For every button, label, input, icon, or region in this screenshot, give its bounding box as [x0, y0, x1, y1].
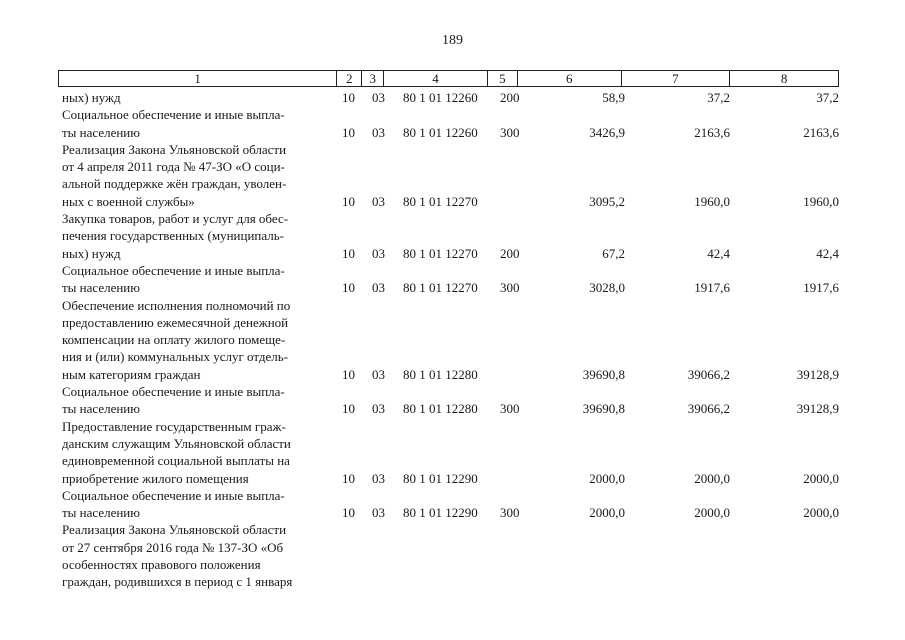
table-row — [0, 89, 905, 106]
target-article-code: 80 1 01 12260 — [403, 124, 478, 140]
column-header-1: 1 — [59, 71, 337, 86]
column-header-3: 3 — [362, 71, 384, 86]
description-line: ты населению — [62, 505, 140, 521]
amount-col-8: 39128,9 — [796, 401, 839, 417]
table-row — [0, 141, 905, 210]
amount-col-7: 42,4 — [707, 245, 730, 261]
column-header-6: 6 — [518, 71, 622, 86]
description-line: Реализация Закона Ульяновской области — [62, 141, 287, 157]
column-header-4: 4 — [384, 71, 488, 86]
row-values — [0, 366, 905, 383]
amount-col-7: 2163,6 — [694, 124, 730, 140]
table-row — [0, 262, 905, 297]
podrazdel-code: 03 — [372, 124, 385, 140]
row-values — [0, 193, 905, 210]
row-values — [0, 279, 905, 296]
description-line: данским служащим Ульяновской области — [62, 435, 291, 451]
description-line: от 4 апреля 2011 года № 47-ЗО «О соци- — [62, 159, 285, 175]
row-values — [0, 400, 905, 417]
description-line: ты населению — [62, 280, 140, 296]
description-line: ния и (или) коммунальных услуг отдель- — [62, 349, 289, 365]
description-line: ных) нужд — [62, 90, 121, 105]
description-line: приобретение жилого помещения — [62, 470, 249, 486]
razdel-code: 10 — [342, 245, 355, 261]
podrazdel-code: 03 — [372, 193, 385, 209]
table-row — [0, 106, 905, 141]
table-row — [0, 297, 905, 383]
expense-type-code: 300 — [500, 280, 520, 296]
row-values — [0, 504, 905, 521]
razdel-code: 10 — [342, 401, 355, 417]
description-line: печения государственных (муниципаль- — [62, 228, 285, 244]
razdel-code: 10 — [342, 470, 355, 486]
page-number: 189 — [442, 33, 463, 48]
expense-type-code: 200 — [500, 245, 520, 261]
target-article-code: 80 1 01 12270 — [403, 193, 478, 209]
row-values — [0, 470, 905, 487]
amount-col-8: 39128,9 — [796, 366, 839, 382]
amount-col-7: 1917,6 — [694, 280, 730, 296]
description-line: компенсации на оплату жилого помеще- — [62, 332, 286, 348]
expense-type-code: 300 — [500, 401, 520, 417]
table-row — [0, 521, 905, 590]
podrazdel-code: 03 — [372, 505, 385, 521]
target-article-code: 80 1 01 12280 — [403, 401, 478, 417]
expense-type-code: 200 — [500, 90, 520, 105]
amount-col-6: 3028,0 — [589, 280, 625, 296]
target-article-code: 80 1 01 12270 — [403, 280, 478, 296]
amount-col-7: 39066,2 — [687, 401, 730, 417]
table-row — [0, 383, 905, 418]
razdel-code: 10 — [342, 90, 355, 105]
table-row — [0, 487, 905, 522]
amount-col-8: 2000,0 — [803, 470, 839, 486]
expense-type-code: 300 — [500, 124, 520, 140]
razdel-code: 10 — [342, 124, 355, 140]
podrazdel-code: 03 — [372, 280, 385, 296]
podrazdel-code: 03 — [372, 401, 385, 417]
podrazdel-code: 03 — [372, 90, 385, 105]
target-article-code: 80 1 01 12270 — [403, 245, 478, 261]
description-line: ных с военной службы» — [62, 193, 195, 209]
description-line: Предоставление государственным граж- — [62, 418, 286, 434]
target-article-code: 80 1 01 12290 — [403, 470, 478, 486]
table-row — [0, 418, 905, 487]
amount-col-7: 2000,0 — [694, 470, 730, 486]
amount-col-7: 2000,0 — [694, 505, 730, 521]
description-line: ных) нужд — [62, 245, 121, 261]
description-line: Социальное обеспечение и иные выпла- — [62, 487, 285, 503]
amount-col-6: 3095,2 — [589, 193, 625, 209]
expense-type-code: 300 — [500, 505, 520, 521]
row-values — [0, 573, 905, 590]
description-line: единовременной социальной выплаты на — [62, 453, 290, 469]
target-article-code: 80 1 01 12260 — [403, 90, 478, 105]
target-article-code: 80 1 01 12290 — [403, 505, 478, 521]
amount-col-8: 37,2 — [816, 90, 839, 105]
amount-col-6: 67,2 — [602, 245, 625, 261]
description-line: ным категориям граждан — [62, 366, 201, 382]
podrazdel-code: 03 — [372, 366, 385, 382]
amount-col-8: 42,4 — [816, 245, 839, 261]
amount-col-6: 58,9 — [602, 90, 625, 105]
description-line: альной поддержке жён граждан, уволен- — [62, 176, 287, 192]
target-article-code: 80 1 01 12280 — [403, 366, 478, 382]
description-line: предоставлению ежемесячной денежной — [62, 314, 289, 330]
amount-col-8: 1917,6 — [803, 280, 839, 296]
table-body — [0, 89, 905, 591]
amount-col-8: 1960,0 — [803, 193, 839, 209]
description-line: ты населению — [62, 401, 140, 417]
row-values — [0, 245, 905, 262]
amount-col-6: 39690,8 — [582, 401, 625, 417]
column-header-2: 2 — [337, 71, 362, 86]
description-line: граждан, родившихся в период с 1 января — [62, 574, 293, 590]
amount-col-6: 2000,0 — [589, 505, 625, 521]
row-values — [0, 124, 905, 141]
description-line: Социальное обеспечение и иные выпла- — [62, 384, 285, 400]
description-line: Обеспечение исполнения полномочий по — [62, 297, 291, 313]
amount-col-7: 1960,0 — [694, 193, 730, 209]
amount-col-8: 2000,0 — [803, 505, 839, 521]
amount-col-8: 2163,6 — [803, 124, 839, 140]
column-header-7: 7 — [622, 71, 731, 86]
table-row — [0, 210, 905, 262]
description-line: Социальное обеспечение и иные выпла- — [62, 262, 285, 278]
amount-col-6: 3426,9 — [589, 124, 625, 140]
podrazdel-code: 03 — [372, 470, 385, 486]
table-header — [58, 70, 839, 87]
amount-col-6: 2000,0 — [589, 470, 625, 486]
razdel-code: 10 — [342, 505, 355, 521]
column-header-8: 8 — [780, 71, 788, 86]
description-line: ты населению — [62, 124, 140, 140]
podrazdel-code: 03 — [372, 245, 385, 261]
razdel-code: 10 — [342, 193, 355, 209]
description-line: Закупка товаров, работ и услуг для обес- — [62, 211, 289, 227]
description-line: Социальное обеспечение и иные выпла- — [62, 107, 285, 123]
description-line: особенностях правового положения — [62, 557, 261, 573]
amount-col-6: 39690,8 — [582, 366, 625, 382]
column-header-5: 5 — [488, 71, 518, 86]
description-line: от 27 сентября 2016 года № 137-ЗО «Об — [62, 539, 284, 555]
razdel-code: 10 — [342, 366, 355, 382]
row-values — [0, 89, 905, 106]
amount-col-7: 39066,2 — [687, 366, 730, 382]
description-line: Реализация Закона Ульяновской области — [62, 522, 287, 538]
razdel-code: 10 — [342, 280, 355, 296]
amount-col-7: 37,2 — [707, 90, 730, 105]
